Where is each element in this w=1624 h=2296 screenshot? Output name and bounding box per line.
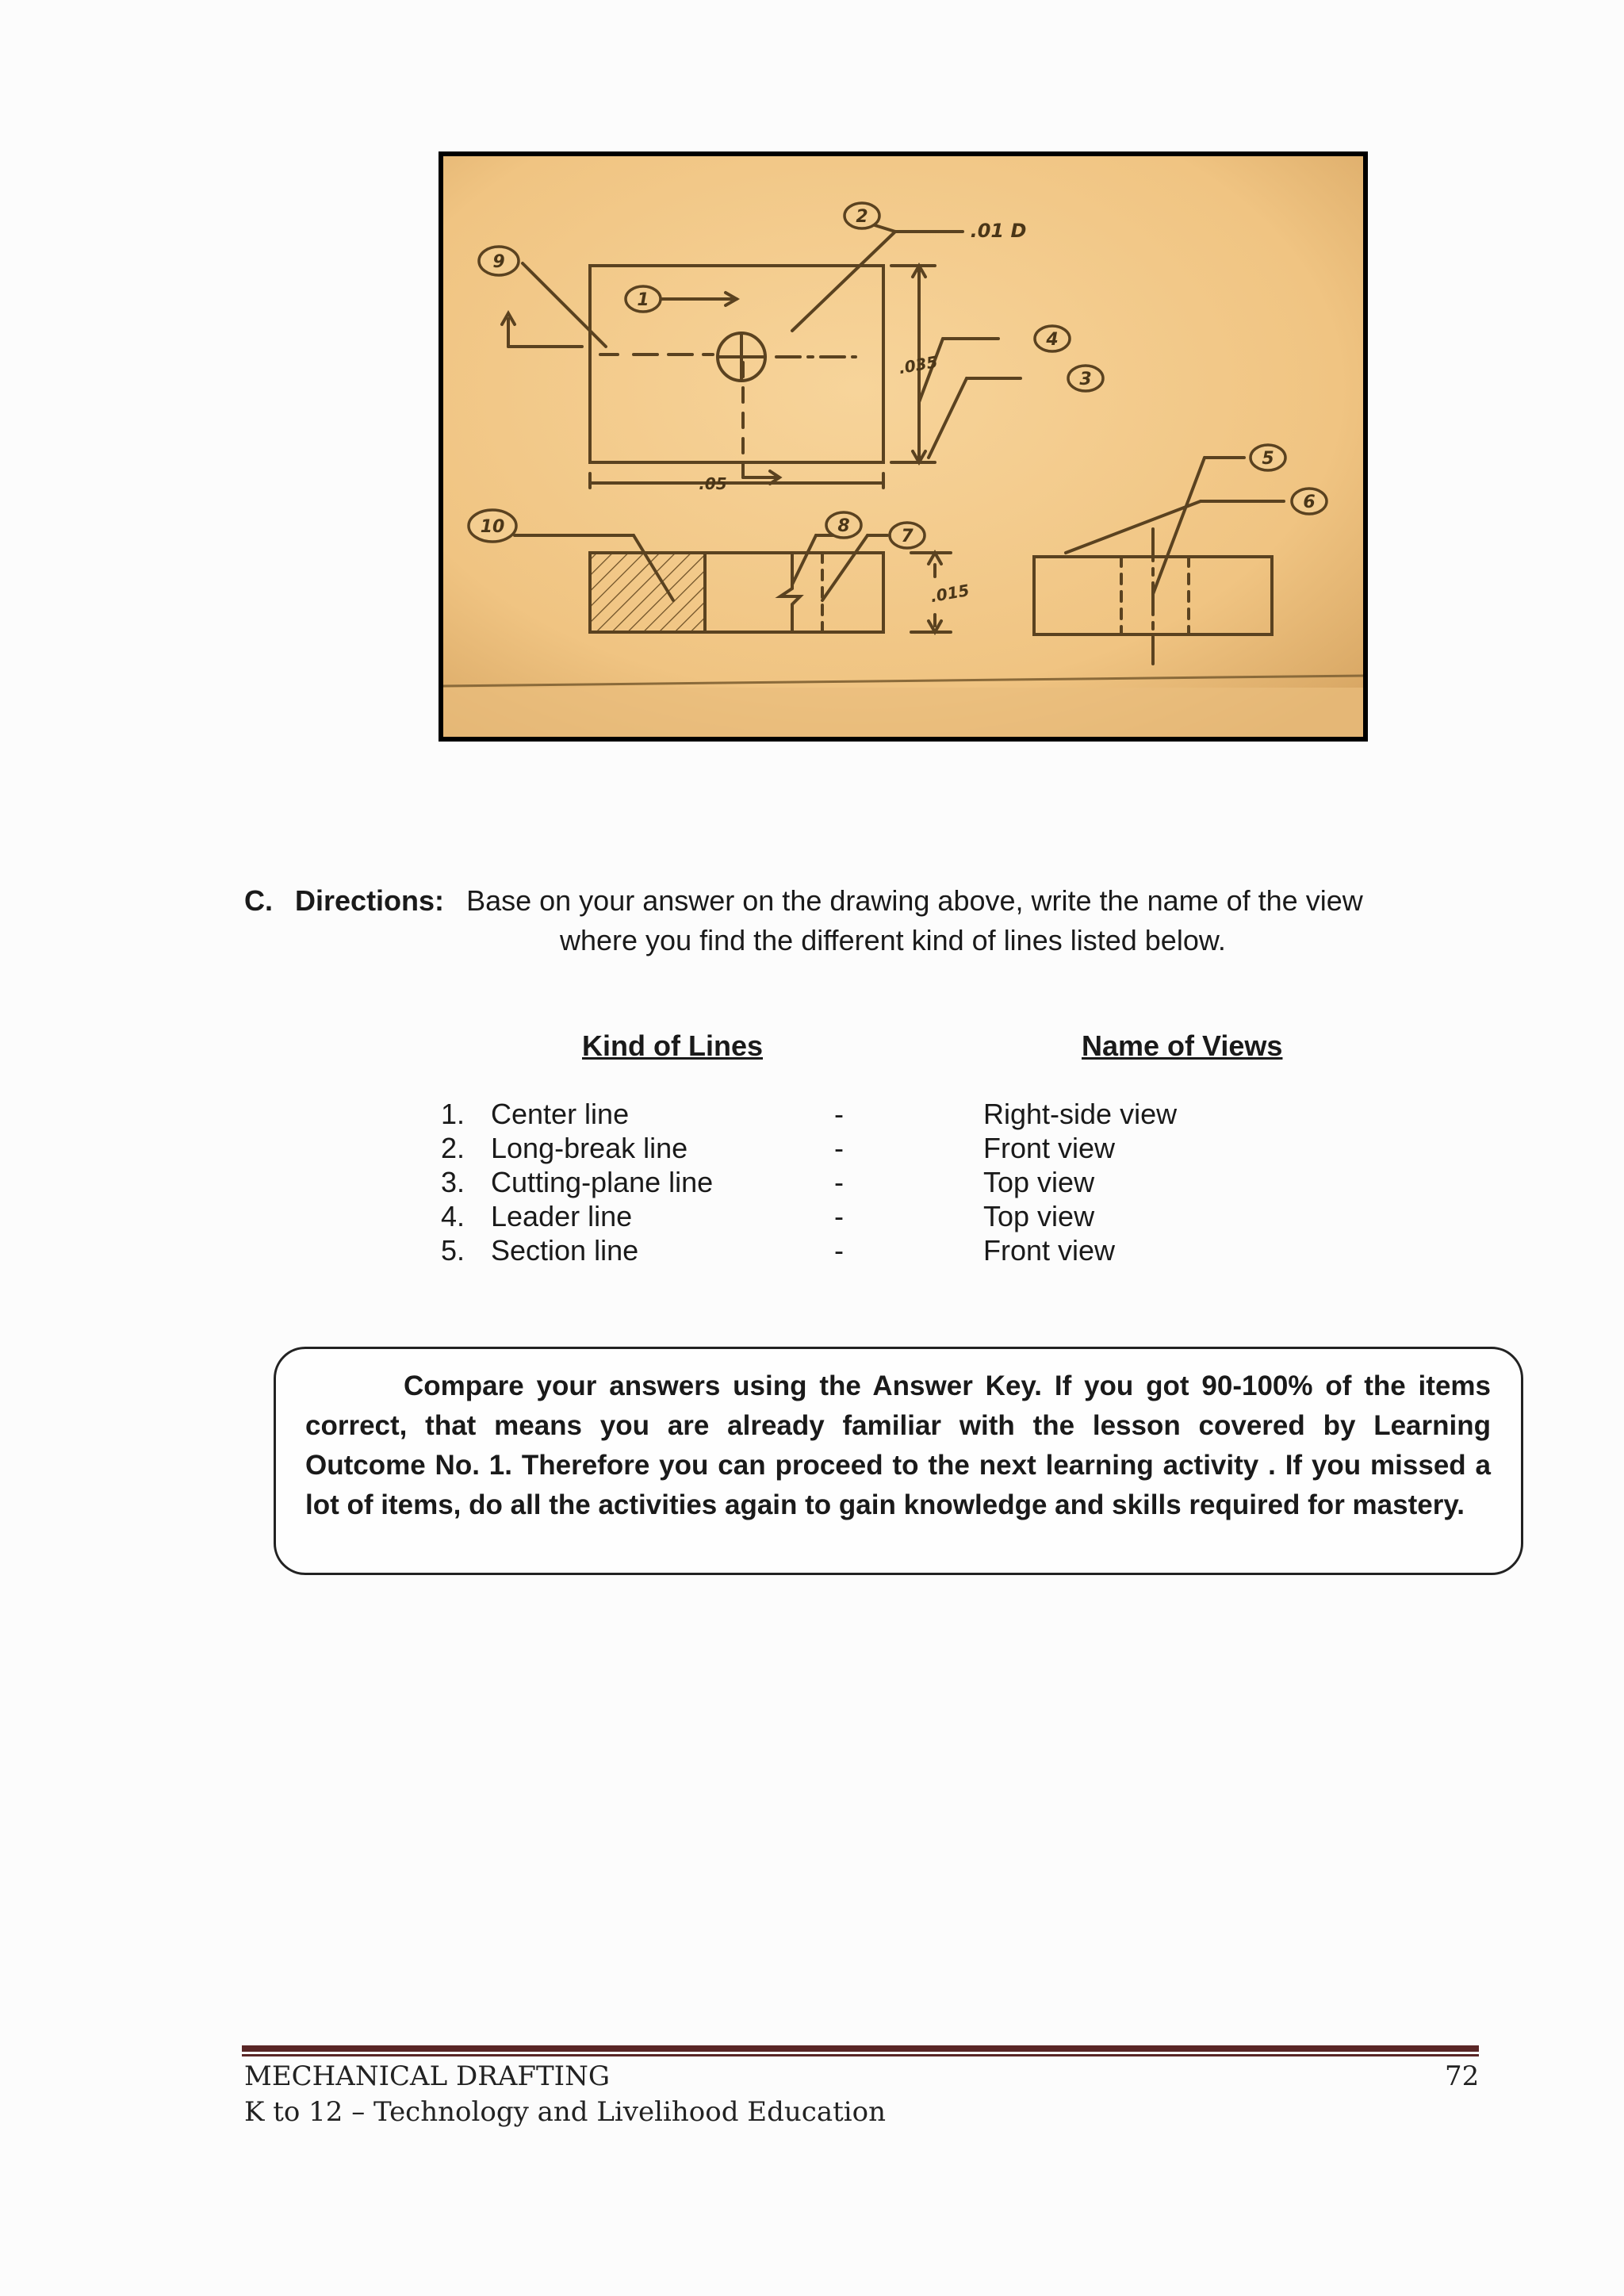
row-dash: - xyxy=(834,1098,844,1130)
row-view: Right-side view xyxy=(983,1098,1178,1130)
directions-label: Directions: xyxy=(295,884,445,917)
svg-text:3: 3 xyxy=(1079,370,1092,389)
mechanical-drawing xyxy=(443,156,1363,737)
row-dash: - xyxy=(834,1234,844,1267)
row-dash: - xyxy=(834,1132,844,1164)
footer-divider xyxy=(242,2045,1479,2052)
svg-text:7: 7 xyxy=(901,527,914,546)
svg-text:.01 D: .01 D xyxy=(970,220,1027,242)
directions xyxy=(244,882,1434,920)
row-dash: - xyxy=(834,1166,844,1198)
svg-text:.05: .05 xyxy=(699,474,727,493)
row-view: Top view xyxy=(983,1200,1095,1232)
svg-text:2: 2 xyxy=(856,207,868,227)
row-kind: Long-break line xyxy=(491,1132,688,1164)
row-number: 4. xyxy=(441,1200,465,1232)
svg-text:.035: .035 xyxy=(897,352,940,378)
directions-prefix: C. xyxy=(244,884,273,917)
page-number: 72 xyxy=(1445,2060,1480,2092)
row-number: 2. xyxy=(441,1132,465,1164)
drawing-image xyxy=(439,151,1368,742)
footer-divider-thin xyxy=(242,2054,1479,2056)
row-kind: Section line xyxy=(491,1234,639,1267)
row-number: 5. xyxy=(441,1234,465,1267)
row-kind: Cutting-plane line xyxy=(491,1166,714,1198)
row-number: 3. xyxy=(441,1166,465,1198)
header-name-of-views: Name of Views xyxy=(1082,1029,1283,1062)
svg-text:4: 4 xyxy=(1046,330,1059,350)
header-kind-of-lines: Kind of Lines xyxy=(582,1029,763,1062)
row-view: Front view xyxy=(983,1234,1116,1267)
footer-title: MECHANICAL DRAFTING xyxy=(244,2060,611,2092)
answer-key-note-text: Compare your answers using the Answer Key. If you got 90-100% of the items correct, that means you are already familiar with the lesson covered by Learning Outcome No. 1. Therefore you can proceed to the next learning activity . If you missed a lot of items, do all the activities again to gain knowledge and skills required for mastery. xyxy=(305,1370,1491,1520)
row-kind: Center line xyxy=(491,1098,630,1130)
directions-line1: Base on your answer on the drawing above, write the name of the view xyxy=(466,884,1363,917)
directions-line2: where you find the different kind of lines listed below. xyxy=(560,924,1226,956)
row-number: 1. xyxy=(441,1098,465,1130)
svg-text:8: 8 xyxy=(837,516,850,536)
row-view: Front view xyxy=(983,1132,1116,1164)
svg-text:5: 5 xyxy=(1262,449,1274,469)
row-dash: - xyxy=(834,1200,844,1232)
row-kind: Leader line xyxy=(491,1200,633,1232)
svg-text:6: 6 xyxy=(1303,493,1316,512)
svg-text:10: 10 xyxy=(480,517,505,537)
svg-text:1: 1 xyxy=(637,290,649,310)
svg-text:.015: .015 xyxy=(929,581,971,607)
answer-key-note-box xyxy=(274,1347,1523,1575)
row-view: Top view xyxy=(983,1166,1095,1198)
svg-text:9: 9 xyxy=(492,252,505,272)
footer-subtitle: K to 12 – Technology and Livelihood Education xyxy=(244,2096,886,2128)
